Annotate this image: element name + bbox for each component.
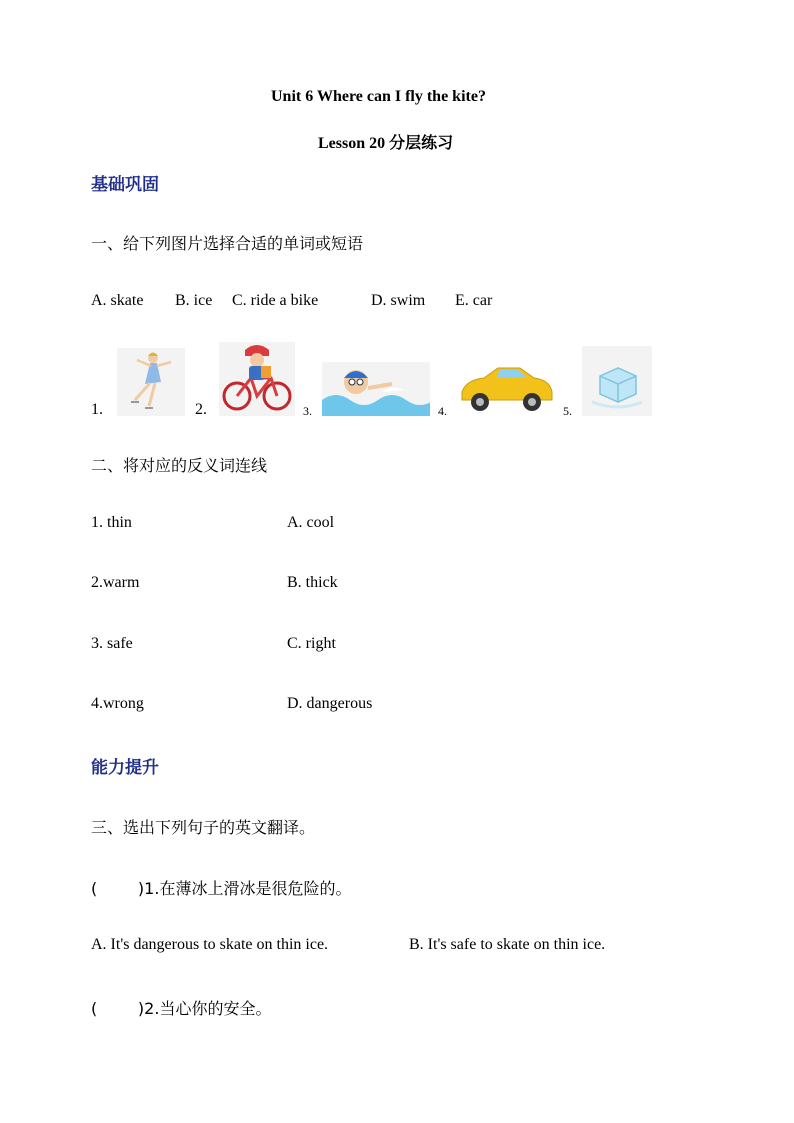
question-2-heading: 二、将对应的反义词连线 <box>91 456 268 475</box>
picture-number-3: 3. <box>303 404 312 418</box>
left-word-3: 3. safe <box>91 635 133 652</box>
right-word-b: B. thick <box>287 574 338 591</box>
picture-number-1: 1. <box>91 401 103 418</box>
question-3-item-2: ( )2.当心你的安全。 <box>91 999 272 1018</box>
picture-number-2: 2. <box>195 401 207 418</box>
left-word-1: 1. thin <box>91 514 132 531</box>
option-d: D. swim <box>371 292 426 309</box>
left-word-2: 2.warm <box>91 574 140 591</box>
question-3-item-1-option-b: B. It's safe to skate on thin ice. <box>409 936 606 953</box>
swimmer-icon <box>322 362 430 416</box>
question-3-heading: 三、选出下列句子的英文翻译。 <box>91 818 316 837</box>
right-word-c: C. right <box>287 635 336 652</box>
option-c: C. ride a bike <box>232 292 319 309</box>
option-a: A. skate <box>91 292 144 309</box>
page-title: Unit 6 Where can I fly the kite? <box>271 88 486 105</box>
right-word-a: A. cool <box>287 514 335 531</box>
option-b: B. ice <box>175 292 213 309</box>
question-3-item-1-option-a: A. It's dangerous to skate on thin ice. <box>91 936 329 953</box>
question-1-heading: 一、给下列图片选择合适的单词或短语 <box>91 234 364 253</box>
left-word-4: 4.wrong <box>91 695 144 712</box>
cyclist-icon <box>219 342 295 416</box>
picture-number-4: 4. <box>438 404 447 418</box>
right-word-d: D. dangerous <box>287 695 373 712</box>
section-heading-advanced: 能力提升 <box>91 758 159 778</box>
car-icon <box>456 356 554 416</box>
question-3-item-1: ( )1.在薄冰上滑冰是很危险的。 <box>91 879 352 898</box>
section-heading-basic: 基础巩固 <box>91 175 159 195</box>
ice-cube-icon <box>582 346 652 416</box>
skater-icon <box>117 348 185 416</box>
picture-number-5: 5. <box>563 404 572 418</box>
page-subtitle: Lesson 20 分层练习 <box>318 135 454 152</box>
option-e: E. car <box>455 292 493 309</box>
